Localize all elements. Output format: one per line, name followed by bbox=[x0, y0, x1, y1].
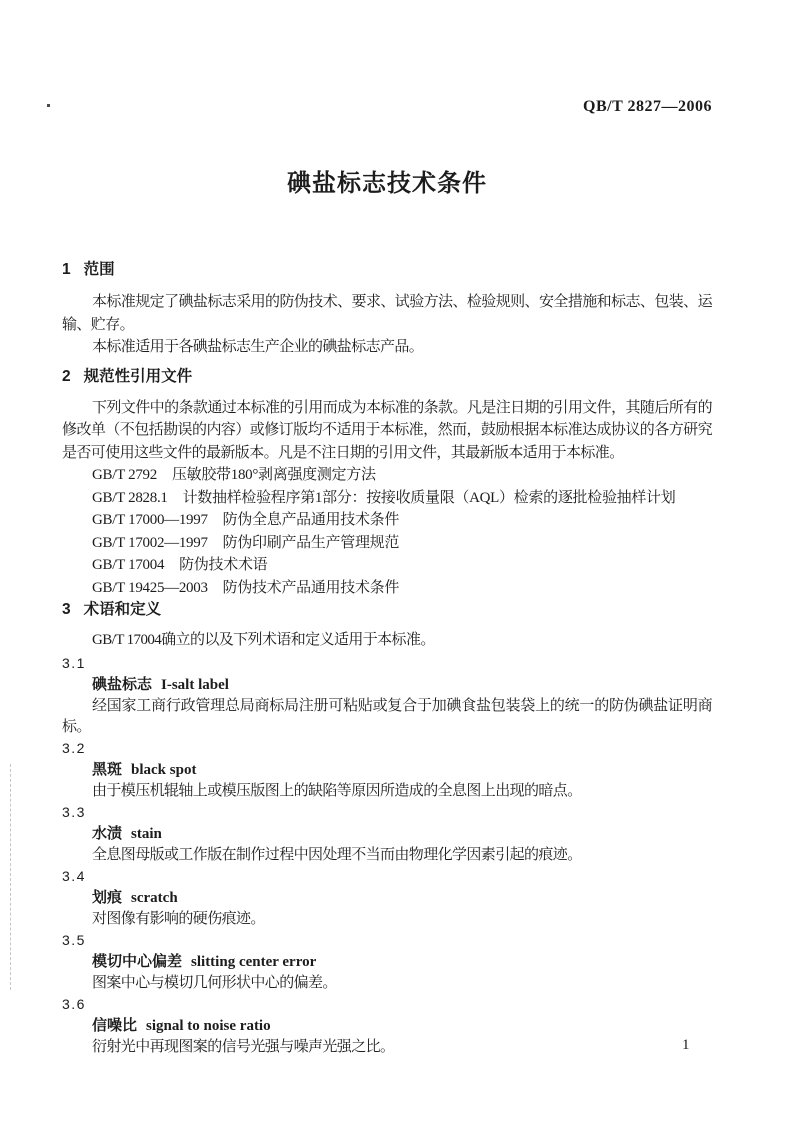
reference-code: GB/T 19425—2003 bbox=[92, 579, 208, 596]
term-zh: 模切中心偏差 bbox=[92, 953, 183, 970]
term-definition: 由于模压机辊轴上或模压版图上的缺陷等原因所造成的全息图上出现的暗点。 bbox=[92, 783, 582, 799]
reference-code: GB/T 2828.1 bbox=[92, 489, 168, 506]
section-title: 范围 bbox=[83, 261, 115, 278]
term-name bbox=[62, 1015, 712, 1037]
section-title: 术语和定义 bbox=[83, 601, 162, 618]
reference-item bbox=[62, 577, 712, 600]
term-definition: 衍射光中再现图案的信号光强与噪声光强之比。 bbox=[92, 1039, 395, 1055]
term-name bbox=[62, 674, 712, 696]
term-name bbox=[62, 887, 712, 909]
reference-list bbox=[62, 464, 712, 599]
term-definition: 图案中心与模切几何形状中心的偏差。 bbox=[92, 975, 337, 991]
reference-item bbox=[62, 509, 712, 532]
normative-references-intro: 下列文件中的条款通过本标准的引用而成为本标准的条款。凡是注日期的引用文件，其随后所有的修改单（不包括勘误的内容）或修订版均不适用于本标准，然而，鼓励根据本标准达成协议的各方研究是否可使用这些文件的最新版本。凡是不注日期的引用文件，其最新版本适用于本标准。 bbox=[62, 399, 712, 461]
term-en: black spot bbox=[131, 762, 197, 778]
reference-item bbox=[62, 554, 712, 577]
reference-code: GB/T 2792 bbox=[92, 467, 157, 483]
term-definition: 对图像有影响的硬伤痕迹。 bbox=[92, 911, 265, 927]
term-en: scratch bbox=[131, 890, 178, 906]
reference-item bbox=[62, 464, 712, 487]
reference-code: GB/T 17004 bbox=[92, 557, 165, 573]
reference-code: GB/T 17000—1997 bbox=[92, 512, 208, 528]
reference-title: 防伪印刷产品生产管理规范 bbox=[222, 534, 400, 551]
section-title: 规范性引用文件 bbox=[83, 367, 193, 385]
term-zh: 黑斑 bbox=[92, 761, 123, 778]
reference-title: 防伪技术产品通用技术条件 bbox=[222, 579, 400, 596]
reference-title: 防伪全息产品通用技术条件 bbox=[222, 512, 400, 528]
scope-paragraph-1: 本标准规定了碘盐标志采用的防伪技术、要求、试验方法、检验规则、安全措施和标志、包装、运输、贮存。 bbox=[62, 294, 712, 333]
term-number: 3.6 bbox=[62, 996, 86, 1012]
section-heading-normative-references bbox=[62, 366, 712, 387]
term-number: 3.1 bbox=[62, 655, 86, 671]
term-entry bbox=[62, 738, 712, 802]
document-content bbox=[62, 0, 712, 1058]
term-en: I-salt label bbox=[161, 677, 229, 693]
section-number: 2 bbox=[62, 367, 71, 385]
section-heading-terms bbox=[62, 599, 712, 620]
doc-number: QB/T 2827—2006 bbox=[583, 98, 712, 115]
term-entry bbox=[62, 930, 712, 994]
term-entry bbox=[62, 653, 712, 738]
term-en: slitting center error bbox=[191, 954, 317, 970]
term-zh: 信噪比 bbox=[92, 1017, 138, 1034]
section-number: 1 bbox=[62, 261, 71, 278]
scope-paragraph-2: 本标准适用于各碘盐标志生产企业的碘盐标志产品。 bbox=[92, 339, 424, 355]
term-definition: 经国家工商行政管理总局商标局注册可粘贴或复合于加碘食盐包装袋上的统一的防伪碘盐证明商标。 bbox=[62, 698, 712, 735]
term-zh: 划痕 bbox=[92, 889, 123, 906]
term-number: 3.3 bbox=[62, 804, 86, 820]
section-number: 3 bbox=[62, 601, 71, 618]
term-name bbox=[62, 759, 712, 781]
page-number: 1 bbox=[682, 1037, 690, 1053]
reference-item bbox=[62, 487, 712, 510]
reference-item bbox=[62, 532, 712, 555]
reference-title: 计数抽样检验程序第1部分：按接收质量限（AQL）检索的逐批检验抽样计划 bbox=[182, 489, 676, 506]
term-entry bbox=[62, 802, 712, 866]
term-zh: 碘盐标志 bbox=[92, 676, 153, 693]
term-entry bbox=[62, 994, 712, 1058]
term-entry bbox=[62, 866, 712, 930]
term-number: 3.2 bbox=[62, 740, 86, 756]
term-number: 3.4 bbox=[62, 868, 86, 884]
term-name bbox=[62, 823, 712, 845]
term-zh: 水渍 bbox=[92, 825, 123, 842]
scan-artifact-line bbox=[10, 764, 11, 990]
reference-code: GB/T 17002—1997 bbox=[92, 534, 208, 551]
term-name bbox=[62, 951, 712, 973]
document-title: 碘盐标志技术条件 bbox=[287, 170, 487, 197]
term-en: stain bbox=[131, 826, 162, 842]
term-en: signal to noise ratio bbox=[146, 1018, 271, 1034]
terms-intro: GB/T 17004确立的以及下列术语和定义适用于本标准。 bbox=[92, 632, 435, 648]
term-number: 3.5 bbox=[62, 932, 86, 948]
section-heading-scope bbox=[62, 259, 712, 280]
reference-title: 压敏胶带180°剥离强度测定方法 bbox=[171, 467, 376, 483]
scan-speck bbox=[47, 104, 50, 107]
terms-list bbox=[62, 653, 712, 1058]
reference-title: 防伪技术术语 bbox=[179, 557, 268, 573]
term-definition: 全息图母版或工作版在制作过程中因处理不当而由物理化学因素引起的痕迹。 bbox=[92, 847, 582, 863]
